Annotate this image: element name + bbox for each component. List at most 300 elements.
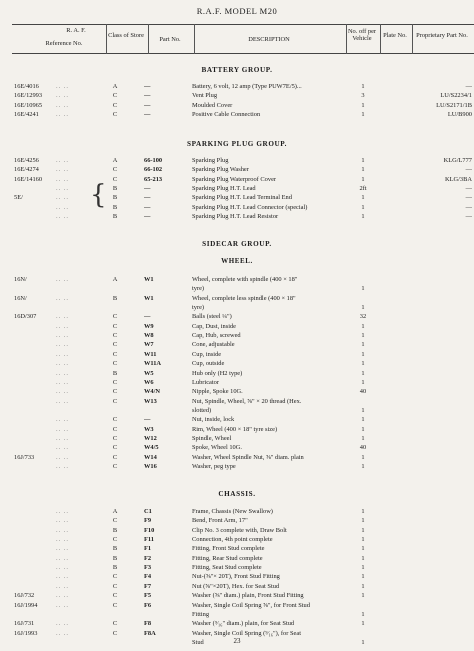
table-row bbox=[0, 322, 474, 331]
description: Fitting bbox=[192, 610, 210, 618]
reference-no: 16E/4274 bbox=[14, 166, 39, 174]
description: Wheel, complete less spindle (400 × 18" bbox=[192, 294, 296, 302]
leader-dots: .. .. bbox=[56, 620, 69, 628]
class-of-store: B bbox=[112, 564, 118, 572]
leader-dots: .. .. bbox=[56, 313, 69, 321]
table-row bbox=[0, 563, 474, 572]
leader-dots: .. .. bbox=[56, 185, 69, 193]
description: Battery, 6 volt, 12 amp (Type PUW7E/5)... bbox=[192, 83, 302, 90]
part-no: 66-102 bbox=[144, 166, 163, 174]
description: Cup, outside bbox=[192, 360, 225, 368]
part-no: F9 bbox=[144, 517, 152, 525]
header-divider bbox=[106, 24, 107, 54]
reference-no: 16N/ bbox=[14, 294, 27, 302]
part-no: 65-213 bbox=[144, 175, 163, 183]
header-part: Part No. bbox=[159, 36, 181, 43]
leader-dots: .. .. bbox=[56, 322, 69, 330]
class-of-store: A bbox=[112, 83, 118, 90]
leader-dots: .. .. bbox=[56, 166, 69, 174]
class-of-store: B bbox=[112, 194, 118, 202]
quantity: 1 bbox=[361, 592, 365, 600]
class-of-store: A bbox=[112, 157, 118, 164]
quantity: 1 bbox=[361, 111, 365, 119]
quantity: 1 bbox=[361, 453, 365, 461]
part-no: F2 bbox=[144, 554, 152, 562]
part-no: — bbox=[144, 101, 151, 109]
class-of-store: C bbox=[112, 425, 118, 433]
class-of-store: C bbox=[112, 517, 118, 525]
reference-no: 16E/4256 bbox=[14, 157, 39, 164]
class-of-store: C bbox=[112, 322, 118, 330]
page-title: R.A.F. MODEL M20 bbox=[196, 6, 278, 16]
leader-dots: .. .. bbox=[56, 508, 69, 515]
leader-dots: .. .. bbox=[56, 360, 69, 368]
table-row bbox=[0, 582, 474, 591]
class-of-store: C bbox=[112, 360, 118, 368]
table-row bbox=[0, 453, 474, 462]
leader-dots: .. .. bbox=[56, 416, 69, 424]
class-of-store: C bbox=[112, 573, 118, 581]
quantity: 1 bbox=[361, 463, 365, 470]
reference-no: 16N/ bbox=[14, 276, 27, 283]
description: Washer (⅝" diam.) plain, Front Stud Fitting bbox=[192, 592, 304, 600]
page-number: 23 bbox=[233, 637, 241, 645]
class-of-store: B bbox=[112, 213, 118, 221]
part-no: W11A bbox=[144, 360, 162, 368]
description: Clip No. 3 complete with, Draw Bolt bbox=[192, 526, 287, 534]
part-no: W1 bbox=[144, 294, 154, 302]
quantity: 1 bbox=[361, 620, 365, 628]
quantity: 40 bbox=[359, 388, 367, 396]
header-divider bbox=[380, 24, 381, 54]
part-no: F3 bbox=[144, 564, 152, 572]
leader-dots: .. .. bbox=[56, 350, 69, 358]
reference-no: 16E/10965 bbox=[14, 101, 43, 109]
reference-no: 16E/12993 bbox=[14, 92, 43, 100]
leader-dots: .. .. bbox=[56, 582, 69, 590]
part-no: W12 bbox=[144, 434, 157, 442]
description: Connection, 4th point complete bbox=[192, 536, 273, 544]
table-row bbox=[0, 397, 474, 406]
proprietary-part-no: LU/S2171/1B bbox=[436, 101, 472, 109]
table-row bbox=[0, 601, 474, 610]
quantity: 1 bbox=[361, 369, 365, 377]
quantity: 1 bbox=[361, 157, 365, 164]
leader-dots: .. .. bbox=[56, 444, 69, 452]
leader-dots: .. .. bbox=[56, 83, 69, 90]
class-of-store: A bbox=[112, 508, 118, 515]
header-divider bbox=[194, 24, 195, 54]
group-heading: SIDECAR GROUP. bbox=[202, 240, 272, 248]
proprietary-part-no: LU/S2234/1 bbox=[440, 92, 472, 100]
class-of-store: C bbox=[112, 175, 118, 183]
description: Vent Plug bbox=[192, 92, 218, 100]
leader-dots: .. .. bbox=[56, 629, 69, 637]
leader-dots: .. .. bbox=[56, 341, 69, 349]
class-of-store: B bbox=[112, 554, 118, 562]
table-row bbox=[0, 378, 474, 387]
quantity: 32 bbox=[359, 313, 367, 321]
class-of-store: C bbox=[112, 434, 118, 442]
quantity: 1 bbox=[361, 610, 365, 618]
leader-dots: .. .. bbox=[56, 601, 69, 609]
table-row bbox=[0, 369, 474, 378]
part-no: W6 bbox=[144, 378, 154, 386]
leader-dots: .. .. bbox=[56, 517, 69, 525]
part-no: — bbox=[144, 185, 151, 193]
class-of-store: C bbox=[112, 453, 118, 461]
quantity: 1 bbox=[361, 166, 365, 174]
table-row bbox=[0, 507, 474, 516]
group-heading: BATTERY GROUP. bbox=[201, 66, 273, 74]
quantity: 1 bbox=[361, 517, 365, 525]
header-raf: R. A. F. bbox=[66, 27, 86, 34]
part-no: F1 bbox=[144, 545, 152, 553]
leader-dots: .. .. bbox=[56, 463, 69, 470]
table-row bbox=[0, 406, 474, 415]
table-row bbox=[0, 212, 474, 221]
quantity: 1 bbox=[361, 83, 365, 90]
header-qty: No. off per Vehicle bbox=[347, 28, 377, 42]
leader-dots: .. .. bbox=[56, 592, 69, 600]
table-row bbox=[0, 443, 474, 452]
description: Spoke, Wheel 10G. bbox=[192, 444, 242, 452]
leader-dots: .. .. bbox=[56, 175, 69, 183]
description: Frame, Chassis (New Swallow) bbox=[192, 508, 273, 515]
class-of-store: C bbox=[112, 341, 118, 349]
description: Washer, Single Coil Spring (⁹⁄₁₆"), for Seat bbox=[192, 629, 301, 637]
reference-no: 16J/731 bbox=[14, 620, 35, 628]
group-heading: CHASSIS. bbox=[218, 490, 256, 498]
proprietary-part-no: — bbox=[465, 213, 472, 221]
class-of-store: C bbox=[112, 111, 118, 119]
description: tyre) bbox=[192, 285, 205, 293]
table-row bbox=[0, 572, 474, 581]
description: Fitting, Front Stud complete bbox=[192, 545, 265, 553]
leader-dots: .. .. bbox=[56, 545, 69, 553]
class-of-store: C bbox=[112, 388, 118, 396]
class-of-store: C bbox=[112, 416, 118, 424]
description: Sparking Plug H.T. Lead Connector (special) bbox=[192, 203, 308, 211]
quantity: 1 bbox=[361, 378, 365, 386]
table-row bbox=[0, 303, 474, 312]
class-of-store: C bbox=[112, 332, 118, 340]
quantity: 1 bbox=[361, 101, 365, 109]
reference-no: 16E/4016 bbox=[14, 83, 39, 90]
description: Sparking Plug Waterproof Cover bbox=[192, 175, 277, 183]
quantity: 1 bbox=[361, 545, 365, 553]
table-row bbox=[0, 340, 474, 349]
description: Lubricator bbox=[192, 378, 219, 386]
table-row bbox=[0, 331, 474, 340]
quantity: 1 bbox=[361, 554, 365, 562]
class-of-store: B bbox=[112, 526, 118, 534]
proprietary-part-no: KLG/3BA bbox=[445, 175, 472, 183]
part-no: F6 bbox=[144, 601, 152, 609]
table-row bbox=[0, 193, 474, 202]
description: Cap, Hub, screwed bbox=[192, 332, 241, 340]
description: Hub only (H2 type) bbox=[192, 369, 243, 377]
reference-no: 16D/307 bbox=[14, 313, 37, 321]
part-no: W11 bbox=[144, 350, 157, 358]
reference-no: 16J/733 bbox=[14, 453, 35, 461]
part-no: W4/5 bbox=[144, 444, 159, 452]
quantity: 1 bbox=[361, 536, 365, 544]
quantity: 1 bbox=[361, 434, 365, 442]
description: Cup, inside bbox=[192, 350, 222, 358]
class-of-store: C bbox=[112, 629, 118, 637]
leader-dots: .. .. bbox=[56, 397, 69, 405]
table-row bbox=[0, 610, 474, 619]
table-row bbox=[0, 203, 474, 212]
table-row bbox=[0, 544, 474, 553]
description: Nut-(⅝"× 20T), Front Stud Fitting bbox=[192, 573, 280, 581]
part-no: — bbox=[144, 213, 151, 221]
description: Washer, Single Coil Spring ⅝", for Front Stud bbox=[192, 601, 310, 609]
description: Sparking Plug H.T. Lead bbox=[192, 185, 256, 193]
header-top-rule bbox=[12, 24, 474, 25]
quantity: 1 bbox=[361, 194, 365, 202]
description: Nut, Spindle, Wheel, ⅝" × 20 thread (Hex. bbox=[192, 397, 302, 405]
proprietary-part-no: — bbox=[465, 185, 472, 193]
part-no: W4/N bbox=[144, 388, 160, 396]
quantity: 1 bbox=[361, 332, 365, 340]
class-of-store: C bbox=[112, 92, 118, 100]
part-no: W13 bbox=[144, 397, 157, 405]
description: tyre) bbox=[192, 304, 205, 312]
leader-dots: .. .. bbox=[56, 194, 69, 202]
leader-dots: .. .. bbox=[56, 526, 69, 534]
class-of-store: B bbox=[112, 545, 118, 553]
table-row bbox=[0, 535, 474, 544]
leader-dots: .. .. bbox=[56, 369, 69, 377]
reference-no: 16J/1994 bbox=[14, 601, 38, 609]
part-no: F8A bbox=[144, 629, 156, 637]
description: Sparking Plug H.T. Lead Terminal End bbox=[192, 194, 292, 202]
leader-dots: .. .. bbox=[56, 203, 69, 211]
description: Fitting, Seat Stud complete bbox=[192, 564, 262, 572]
table-row bbox=[0, 175, 474, 184]
reference-no: 16E/14160 bbox=[14, 175, 43, 183]
description: Cap, Dust, inside bbox=[192, 322, 237, 330]
reference-no: 16J/732 bbox=[14, 592, 35, 600]
reference-no: 5E/ bbox=[14, 194, 23, 202]
leader-dots: .. .. bbox=[56, 425, 69, 433]
class-of-store: C bbox=[112, 444, 118, 452]
description: Positive Cable Connection bbox=[192, 111, 261, 119]
class-of-store: C bbox=[112, 536, 118, 544]
quantity: 1 bbox=[361, 175, 365, 183]
description: Nut, inside, lock bbox=[192, 416, 235, 424]
quantity: 40 bbox=[359, 444, 367, 452]
table-row bbox=[0, 554, 474, 563]
part-no: — bbox=[144, 194, 151, 202]
leader-dots: .. .. bbox=[56, 536, 69, 544]
table-row bbox=[0, 101, 474, 110]
description: Nipple, Spoke 10G. bbox=[192, 388, 243, 396]
table-row bbox=[0, 415, 474, 424]
proprietary-part-no: — bbox=[465, 83, 472, 90]
class-of-store: C bbox=[112, 350, 118, 358]
description: Washer (⁹⁄₁₆" diam.) plain, for Seat Stud bbox=[192, 620, 295, 628]
class-of-store: C bbox=[112, 313, 118, 321]
part-no: — bbox=[144, 203, 151, 211]
description: Sparking Plug Washer bbox=[192, 166, 249, 174]
description: slotted) bbox=[192, 406, 212, 414]
leader-dots: .. .. bbox=[56, 294, 69, 302]
quantity: 1 bbox=[361, 322, 365, 330]
part-no: — bbox=[144, 83, 151, 90]
quantity: 1 bbox=[361, 564, 365, 572]
class-of-store: C bbox=[112, 397, 118, 405]
class-of-store: C bbox=[112, 620, 118, 628]
class-of-store: C bbox=[112, 592, 118, 600]
part-no: W14 bbox=[144, 453, 157, 461]
leader-dots: .. .. bbox=[56, 378, 69, 386]
table-row bbox=[0, 387, 474, 396]
proprietary-part-no: LU/B900 bbox=[447, 111, 472, 119]
header-class: Class of Store bbox=[108, 32, 144, 39]
quantity: 1 bbox=[361, 360, 365, 368]
header-plate: Plate No. bbox=[383, 32, 407, 39]
header-divider bbox=[346, 24, 347, 54]
header-reference: Reference No. bbox=[45, 40, 83, 47]
table-row bbox=[0, 275, 474, 284]
group-heading: SPARKING PLUG GROUP. bbox=[186, 140, 288, 148]
part-no: — bbox=[144, 92, 151, 100]
leader-dots: .. .. bbox=[56, 92, 69, 100]
class-of-store: C bbox=[112, 166, 118, 174]
table-row bbox=[0, 110, 474, 119]
table-row bbox=[0, 434, 474, 443]
proprietary-part-no: — bbox=[465, 194, 472, 202]
part-no: F8 bbox=[144, 620, 152, 628]
class-of-store: A bbox=[112, 276, 118, 283]
description: Stud bbox=[192, 638, 204, 646]
description: Balls (steel ¼") bbox=[192, 313, 232, 321]
description: Nut (⅝"×20T), Hex. for Seat Stud bbox=[192, 582, 280, 590]
header-divider bbox=[148, 24, 149, 54]
class-of-store: B bbox=[112, 294, 118, 302]
table-header bbox=[12, 24, 474, 54]
reference-no: 16J/1993 bbox=[14, 629, 38, 637]
leader-dots: .. .. bbox=[56, 213, 69, 221]
description: Bend, Front Arm, 17" bbox=[192, 517, 248, 525]
description: Fitting, Rear Stud complete bbox=[192, 554, 263, 562]
quantity: 1 bbox=[361, 416, 365, 424]
table-row bbox=[0, 425, 474, 434]
quantity: 3 bbox=[361, 92, 365, 100]
leader-dots: .. .. bbox=[56, 453, 69, 461]
table-row bbox=[0, 91, 474, 100]
part-no: F4 bbox=[144, 573, 152, 581]
quantity: 1 bbox=[361, 341, 365, 349]
table-row bbox=[0, 294, 474, 303]
bracket-icon: { bbox=[90, 180, 107, 211]
table-row bbox=[0, 516, 474, 525]
reference-no: 16E/4241 bbox=[14, 111, 39, 119]
part-no: C1 bbox=[144, 508, 152, 515]
quantity: 1 bbox=[361, 508, 365, 515]
leader-dots: .. .. bbox=[56, 573, 69, 581]
quantity: 2ft bbox=[359, 185, 367, 193]
class-of-store: B bbox=[112, 185, 118, 193]
description: Washer, Wheel Spindle Nut, ⅝" diam. plain bbox=[192, 453, 304, 461]
table-row bbox=[0, 312, 474, 321]
quantity: 1 bbox=[361, 406, 365, 414]
description: Sparking Plug H.T. Lead Resistor bbox=[192, 213, 279, 221]
leader-dots: .. .. bbox=[56, 157, 69, 164]
quantity: 1 bbox=[361, 425, 365, 433]
class-of-store: B bbox=[112, 369, 118, 377]
description: Cone, adjustable bbox=[192, 341, 235, 349]
table-row bbox=[0, 526, 474, 535]
table-row bbox=[0, 165, 474, 174]
leader-dots: .. .. bbox=[56, 101, 69, 109]
quantity: 1 bbox=[361, 285, 365, 293]
quantity: 1 bbox=[361, 213, 365, 221]
description: Sparking Plug bbox=[192, 157, 229, 164]
header-proprietary: Proprietary Part No. bbox=[416, 32, 468, 39]
table-row bbox=[0, 591, 474, 600]
quantity: 1 bbox=[361, 573, 365, 581]
part-no: — bbox=[144, 416, 151, 424]
class-of-store: C bbox=[112, 601, 118, 609]
leader-dots: .. .. bbox=[56, 276, 69, 283]
table-row bbox=[0, 619, 474, 628]
part-no: W1 bbox=[144, 276, 154, 283]
quantity: 1 bbox=[361, 350, 365, 358]
leader-dots: .. .. bbox=[56, 564, 69, 572]
part-no: 66-100 bbox=[144, 157, 163, 164]
part-no: W8 bbox=[144, 332, 154, 340]
description: Spindle, Wheel bbox=[192, 434, 232, 442]
group-subheading: WHEEL. bbox=[221, 257, 253, 265]
table-row bbox=[0, 462, 474, 471]
part-no: W3 bbox=[144, 425, 154, 433]
table-row bbox=[0, 284, 474, 293]
leader-dots: .. .. bbox=[56, 554, 69, 562]
proprietary-part-no: — bbox=[465, 166, 472, 174]
class-of-store: C bbox=[112, 378, 118, 386]
class-of-store: C bbox=[112, 582, 118, 590]
quantity: 1 bbox=[361, 638, 365, 646]
part-no: F10 bbox=[144, 526, 155, 534]
table-row bbox=[0, 82, 474, 91]
part-no: — bbox=[144, 111, 151, 119]
part-no: F5 bbox=[144, 592, 152, 600]
header-bottom-rule bbox=[12, 53, 474, 54]
description: Washer, peg type bbox=[192, 463, 236, 470]
leader-dots: .. .. bbox=[56, 388, 69, 396]
table-row bbox=[0, 359, 474, 368]
description: Rim, Wheel (400 × 18" tyre size) bbox=[192, 425, 278, 433]
class-of-store: B bbox=[112, 203, 118, 211]
part-no: W5 bbox=[144, 369, 154, 377]
table-row bbox=[0, 184, 474, 193]
header-description: DESCRIPTION bbox=[248, 36, 290, 43]
part-no: W7 bbox=[144, 341, 154, 349]
quantity: 1 bbox=[361, 526, 365, 534]
part-no: — bbox=[144, 313, 151, 321]
leader-dots: .. .. bbox=[56, 332, 69, 340]
description: Moulded Cover bbox=[192, 101, 233, 109]
leader-dots: .. .. bbox=[56, 434, 69, 442]
leader-dots: .. .. bbox=[56, 111, 69, 119]
quantity: 1 bbox=[361, 203, 365, 211]
part-no: W9 bbox=[144, 322, 154, 330]
part-no: W16 bbox=[144, 463, 157, 470]
